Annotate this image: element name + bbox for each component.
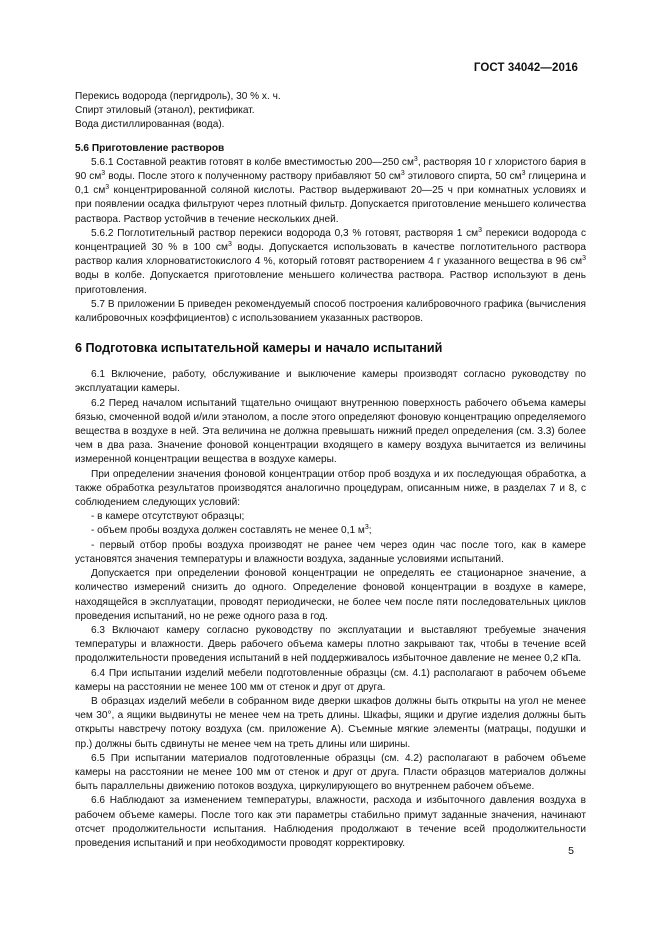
paragraph-6-1: 6.1 Включение, работу, обслуживание и выключение камеры производят согласно руководству по эксплуатации камеры. bbox=[75, 369, 586, 395]
section-6-heading: 6 Подготовка испытательной камеры и начало испытаний bbox=[75, 341, 443, 356]
list-item: - первый отбор пробы воздуха производят не ранее чем через один час после того, как в камере установятся значения температуры и влажности воздуха, заданные условиями испытаний. bbox=[75, 539, 586, 565]
reagent-line: Вода дистиллированная (вода). bbox=[75, 119, 225, 131]
reagent-line: Перекись водорода (пергидроль), 30 % х. ч. bbox=[75, 91, 281, 102]
paragraph-6-4-furniture: В образцах изделий мебели в собранном виде дверки шкафов должны быть открыты на угол не менее чем 30°, а ящики выдвинуты не менее чем на треть длины. Шкафы, ящики и другие изделия должны быть открыты навстречу потоку воздуха (см. приложение А). Съемные мягкие элементы (матрацы, подушки и пр.) должны быть сдвинуты не менее чем на треть длины или ширины. bbox=[75, 695, 586, 750]
paragraph-6-2-background: При определении значения фоновой концентрации отбор проб воздуха и их последующая обработка, а также обработка результатов производятся аналогично процедурам, описанным ниже, в разделах 7 и 8, с соблюдением следующих условий: bbox=[75, 468, 586, 509]
document-body bbox=[75, 90, 586, 851]
paragraph-5-6-1: 5.6.1 Составной реактив готовят в колбе вместимостью 200—250 $см^3$, растворяя 10 г хлористого бария в 90 $см^3$ воды. После этого к полученному раствору прибавляют 50 $см^3$ этилового спирта, 50 $см^3$ глицерина и 0,1 $см^3$ концентрированной соляной кислоты. Раствор выдерживают 20—25 ч при комнатных условиях и при появлении осадка фильтруют через плотный фильтр. Допускается приготовление меньшего количества раствора. Раствор устойчив в течение нескольких дней. bbox=[75, 155, 586, 225]
document-header: ГОСТ 34042—2016 bbox=[473, 62, 578, 74]
paragraph-5-7: 5.7 В приложении Б приведен рекомендуемый способ построения калибровочного графика (вычисления калибровочных коэффициентов) с использованием указанных растворов. bbox=[75, 298, 586, 325]
paragraph-5-6-2: 5.6.2 Поглотительный раствор перекиси водорода 0,3 % готовят, растворяя 1 $см^3$ перекиси водорода с концентрацией 30 % в 100 $см^3$ воды. Допускается использовать в качестве поглотительного раствора раствор калия хлорноватистокислого 4 %, который готовят растворением 4 г указанного вещества в 96 $см^3$ воды в колбе. Допускается приготовление меньшего количества раствора. Раствор используют в день приготовления. bbox=[75, 226, 586, 296]
page-number: 5 bbox=[568, 845, 574, 857]
reagent-line: Спирт этиловый (этанол), ректификат. bbox=[75, 105, 255, 117]
paragraph-6-5: 6.5 При испытании материалов подготовленные образцы (см. 4.2) располагают в рабочем объеме камеры на расстоянии не менее 100 мм от стенок и друг от друга. Пласти образцов материалов должны быть параллельны движению потоков воздуха, циркулирующего во внутреннем рабочем объеме. bbox=[75, 752, 586, 793]
paragraph-6-2: 6.2 Перед началом испытаний тщательно очищают внутреннюю поверхность рабочего объема камеры бязью, смоченной водой и/или этанолом, а после этого определяют фоновую концентрацию определяемого вещества в воздухе в ней. Эта величина не должна превышать нижний предел определения (см. 3.3) более чем в два раза. Значение фоновой концентрации входящего в камеру воздуха вычитается из величины измеренной концентрации вещества в воздухе камеры. bbox=[75, 397, 586, 466]
paragraph-6-4: 6.4 При испытании изделий мебели подготовленные образцы (см. 4.1) располагают в рабочем объеме камеры на расстоянии не менее 100 мм от стенок и друг от друга. bbox=[75, 667, 586, 693]
paragraph-6-6: 6.6 Наблюдают за изменением температуры, влажности, расхода и избыточного давления воздуха в рабочем объеме камеры. После того как эти параметры стабильно примут заданные значения, начинают отсчет продолжительности испытания. Наблюдения продолжают в течение всей продолжительности проведения испытаний и при необходимости проводят корректировку. bbox=[75, 795, 586, 849]
paragraph-6-2-note: Допускается при определении фоновой концентрации не определять ее стационарное значение, а количество измерений снизить до одного. Определение фоновой концентрации в воздухе в камере, находящейся в эксплуатации, проводят периодически, не более чем после пяти последовательных циклов проведения испытаний, но не реже одного раза в год. bbox=[75, 568, 586, 622]
list-item: - в камере отсутствуют образцы; bbox=[91, 511, 245, 523]
section-5-6-heading: 5.6 Приготовление растворов bbox=[75, 142, 225, 154]
paragraph-6-3: 6.3 Включают камеру согласно руководству по эксплуатации и выставляют требуемые значения температуры и влажности. Дверь рабочего объема камеры плотно закрывают так, чтобы в течение всей продолжительности проведения испытаний в ней поддерживалось избыточное давление не менее 0,2 кПа. bbox=[75, 624, 586, 665]
list-item: - объем пробы воздуха должен составлять не менее 0,1 $м^3$; bbox=[91, 524, 372, 537]
